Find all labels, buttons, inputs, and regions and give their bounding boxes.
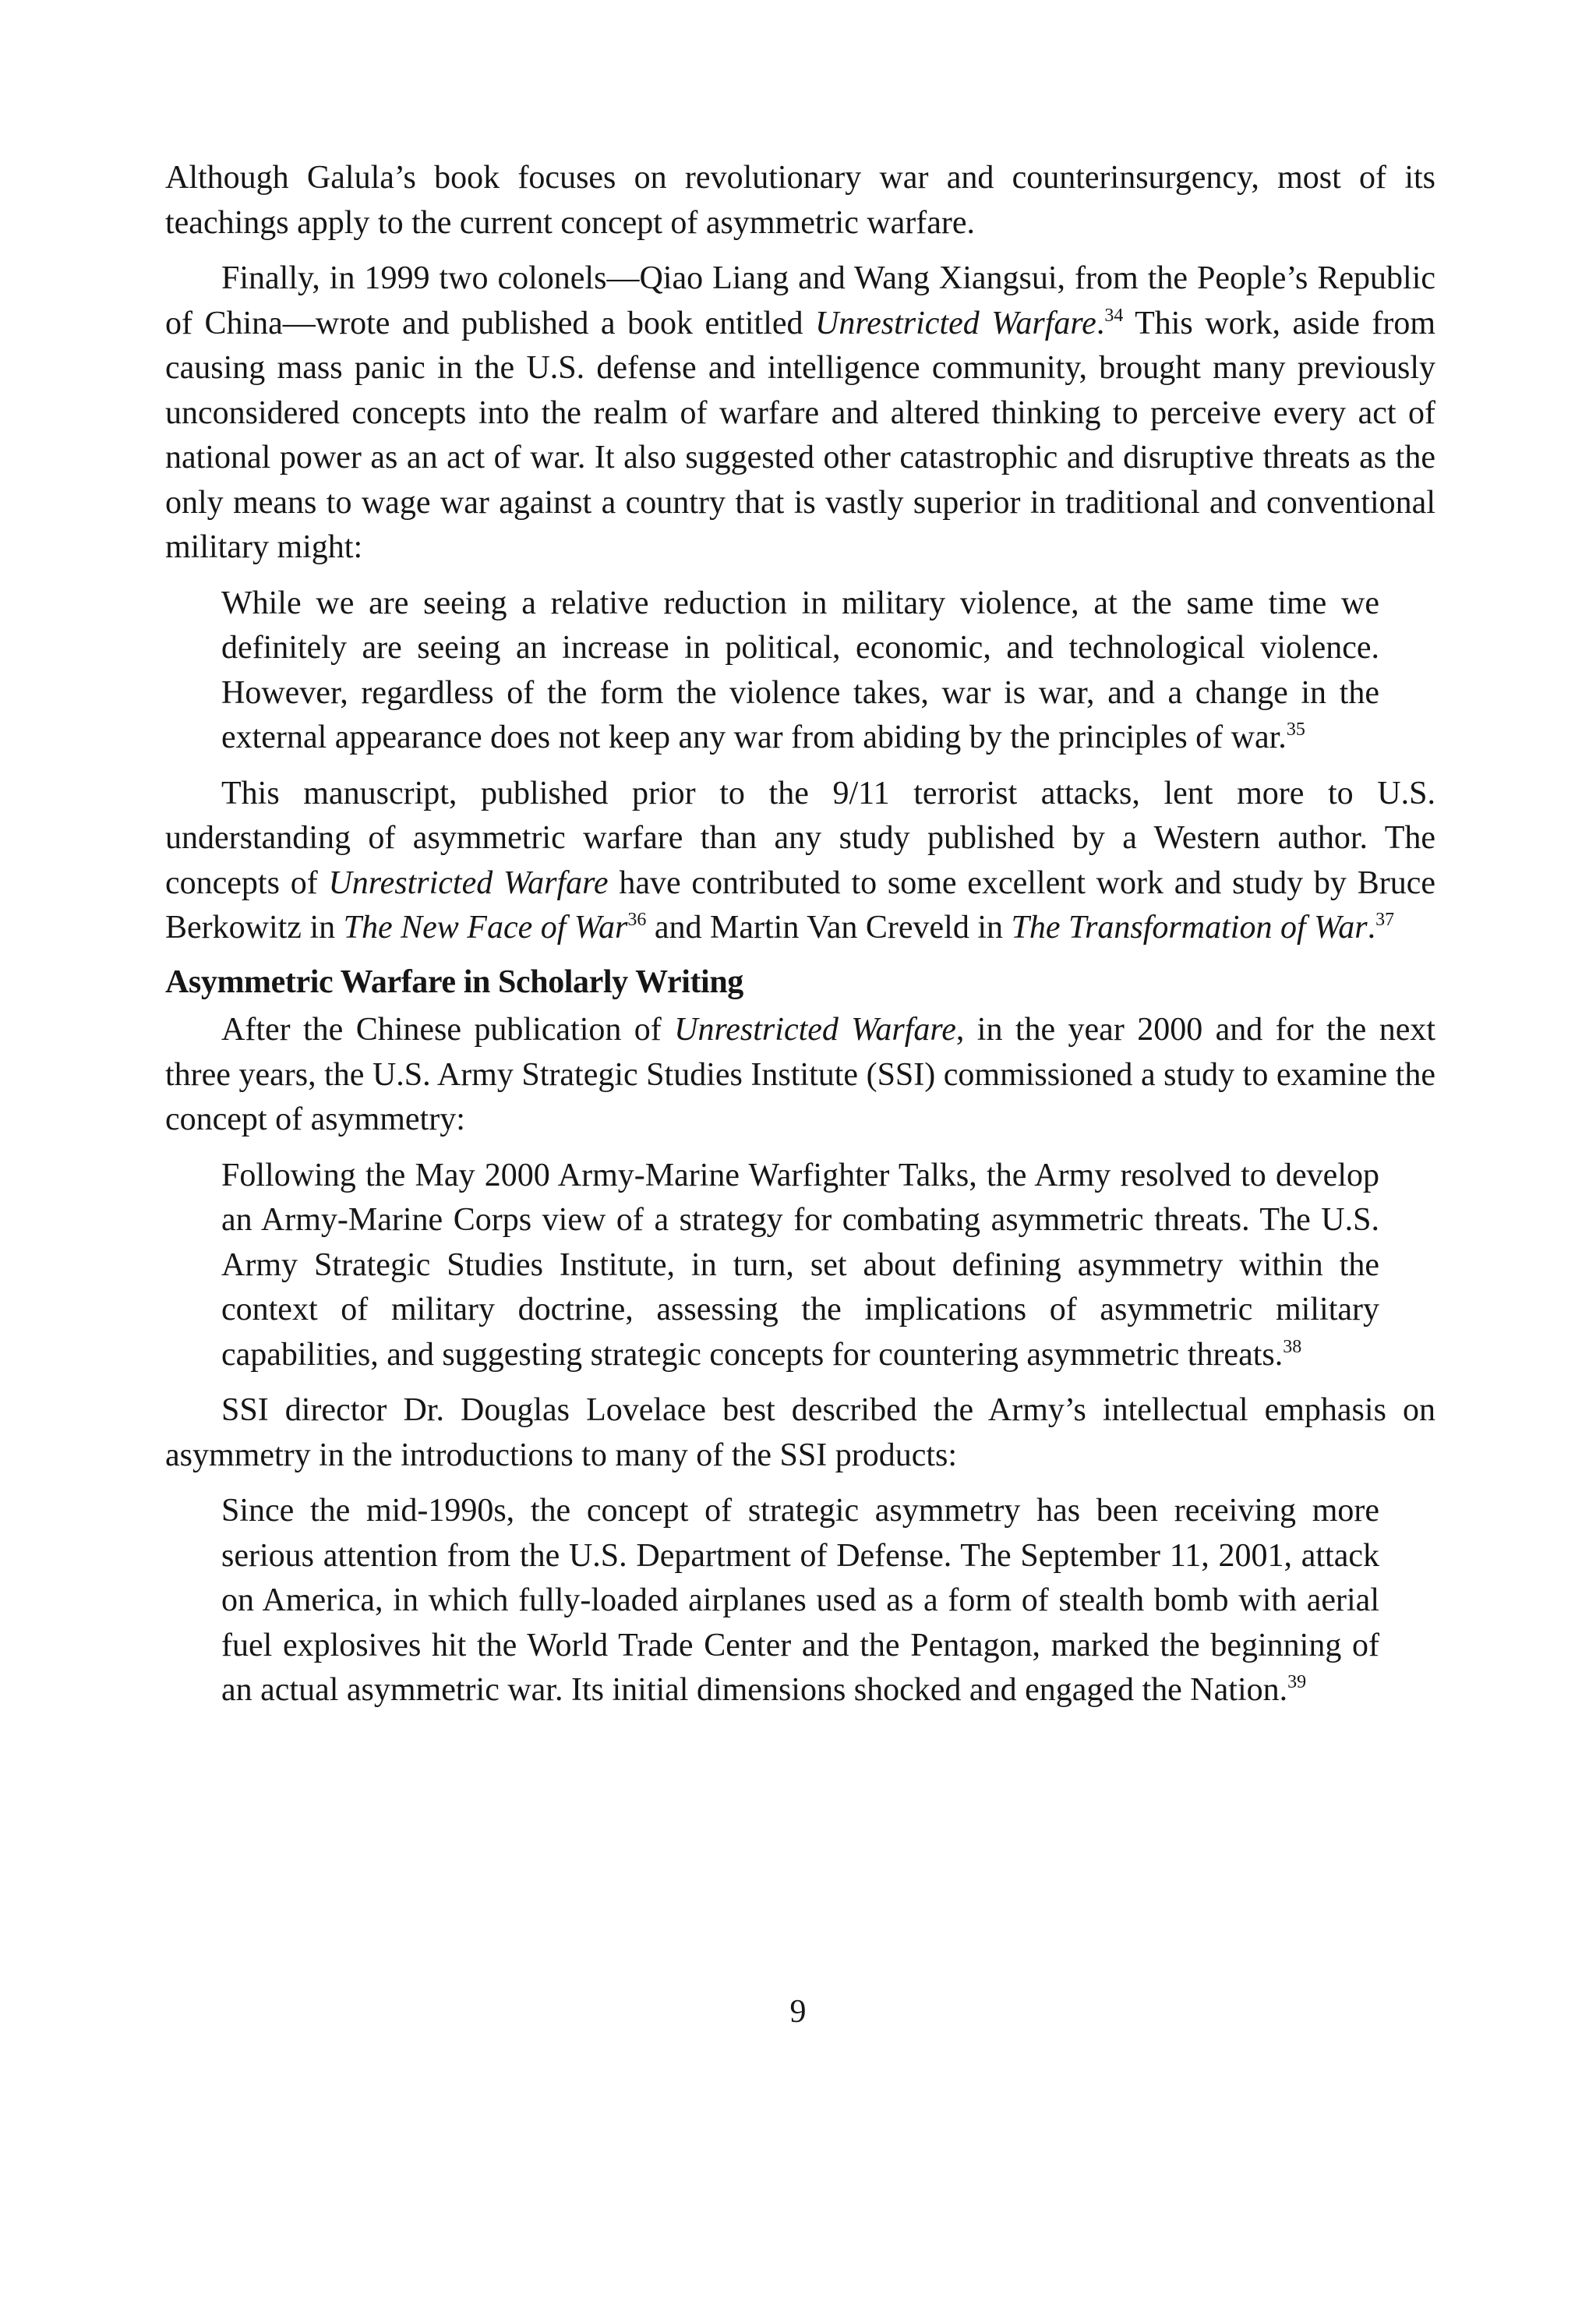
paragraph-text: This work, aside from causing mass panic in the U.S. defense and intelligence community, brought many previously unconsidered concepts into the realm of warfare and altered thinking to perceive every act of national power as an act of war. It also suggested other catastrophic and disruptive threats as the only means to wage war against a country that is vastly superior in traditional and conventional military might: bbox=[165, 305, 1435, 565]
book-title: Unrestricted Warfare bbox=[328, 864, 609, 901]
paragraph-text: have contributed to some excellent work and study by Bruce Berkowitz in bbox=[165, 864, 1435, 946]
paragraph-text: SSI director Dr. Douglas Lovelace best described the Army’s intellectual emphasis on asymmetry in the introductions to many of the SSI products: bbox=[165, 1392, 1435, 1473]
page-number: 9 bbox=[789, 1994, 807, 2030]
book-title: Unrestricted Warfare bbox=[674, 1012, 956, 1048]
paragraph-text: Finally, in 1999 two colonels—Qiao Liang and Wang Xiangsui, from the People’s Republic of China—wrote and published a book entitled bbox=[165, 260, 1435, 341]
paragraph-text: , in the year 2000 and for the next three years, the U.S. Army Strategic Studies Institute (SSI) commissioned a study to examine the concept of asymmetry: bbox=[165, 1012, 1436, 1137]
paragraph-text: and Martin Van Creveld in bbox=[646, 910, 1012, 946]
paragraph-text: This manuscript, published prior to the 9/11 terrorist attacks, lent more to U.S. understanding of asymmetric warfare than any study published by a Western author. The concepts of bbox=[165, 775, 1435, 901]
footnote-ref: 36 bbox=[627, 910, 647, 930]
block-quote-warfighter-talks bbox=[221, 1154, 1379, 1378]
paragraph-galula bbox=[165, 156, 1435, 246]
footnote-ref: 34 bbox=[1104, 305, 1124, 326]
block-quote-military-violence bbox=[221, 582, 1379, 761]
block-quote-strategic-asymmetry bbox=[221, 1489, 1379, 1713]
book-title: The New Face of War bbox=[343, 910, 628, 946]
paragraph-text: After the Chinese publication of bbox=[221, 1012, 675, 1048]
paragraph-unrestricted-warfare-intro bbox=[165, 256, 1435, 571]
quote-text: Since the mid-1990s, the concept of strategic asymmetry has been receiving more serious attention from the U.S. Department of Defense. The September 11, 2001, attack on America, in which fully-loaded airplanes used as a form of stealth bomb with aerial fuel explosives hit the World Trade Center and the Pentagon, marked the beginning of an actual asymmetric war. Its initial dimensions shocked and engaged the Nation. bbox=[221, 1493, 1379, 1708]
book-title: The Transformation of War bbox=[1011, 910, 1368, 946]
page-body bbox=[165, 156, 1435, 1713]
paragraph-text: Although Galula’s book focuses on revolutionary war and counterinsurgency, most of its teachings apply to the current concept of asymmetric warfare. bbox=[165, 160, 1435, 241]
paragraph-ssi-study bbox=[165, 1008, 1435, 1143]
footnote-ref: 39 bbox=[1287, 1672, 1307, 1692]
section-heading: Asymmetric Warfare in Scholarly Writing bbox=[165, 963, 743, 1000]
paragraph-text: . bbox=[1367, 910, 1376, 946]
book-title: Unrestricted Warfare bbox=[815, 305, 1096, 341]
footnote-ref: 37 bbox=[1375, 910, 1395, 930]
footnote-ref: 35 bbox=[1286, 719, 1305, 740]
paragraph-lovelace bbox=[165, 1388, 1435, 1478]
quote-text: While we are seeing a relative reduction in military violence, at the same time we definitely are seeing an increase in political, economic, and technological violence. However, regardless of the form the violence takes, war is war, and a change in the external appearance does not keep any war from abiding by the principles of war. bbox=[221, 585, 1379, 755]
quote-text: Following the May 2000 Army-Marine Warfighter Talks, the Army resolved to develop an Army-Marine Corps view of a strategy for combating asymmetric threats. The U.S. Army Strategic Studies Institute, in turn, set about defining asymmetry within the context of military doctrine, assessing the implications of asymmetric military capabilities, and suggesting strategic concepts for countering asymmetric threats. bbox=[221, 1157, 1379, 1373]
paragraph-text: . bbox=[1096, 305, 1105, 341]
footnote-ref: 38 bbox=[1283, 1336, 1302, 1357]
paragraph-manuscript bbox=[165, 772, 1435, 951]
